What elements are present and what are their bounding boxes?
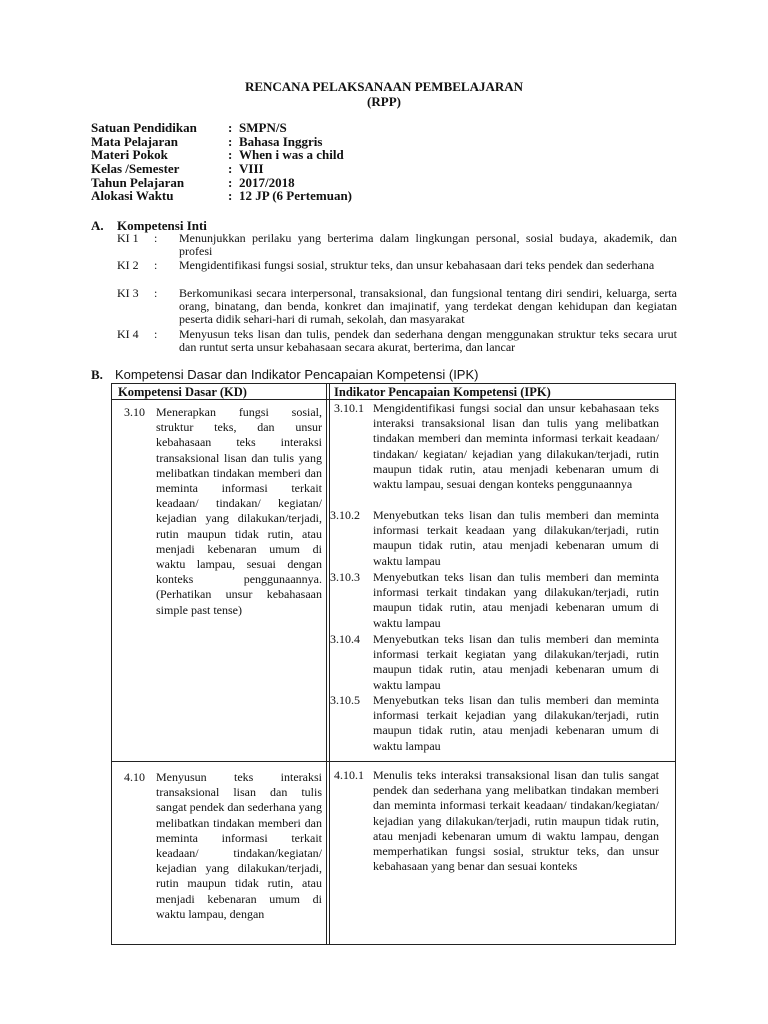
identity-label: Materi Pokok [91, 147, 168, 162]
ki-code: KI 1 [117, 231, 139, 245]
ipk-number: 3.10.3 [330, 570, 360, 584]
identity-label: Mata Pelajaran [91, 134, 179, 149]
ki-colon: : [154, 258, 158, 272]
identity-label: Kelas /Semester [91, 161, 180, 176]
identity-colon: : [228, 188, 233, 203]
section-a-letter: A. [91, 218, 104, 233]
ki-colon: : [154, 231, 158, 245]
ki-text: Menyusun teks lisan dan tulis, pendek dan sederhana dengan menggunakan struktur teks secara urut dan runtut serta unsur kebahasaan secara akurat, berterima, dan lancar [179, 327, 677, 354]
kd-text: Menerapkan fungsi sosial, struktur teks, dan unsur kebahasaan teks interaksi transaksional lisan dan tulis yang melibatkan tindakan memberi dan meminta informasi terkait keadaan/ tindakan/ kegiatan/ kejadian yang dilakukan/terjadi, rutin maupun tidak rutin, atau menjadi kebenaran umum di waktu lampau, sesuai dengan konteks penggunaannya. (Perhatikan unsur kebahasaan simple past tense) [156, 405, 322, 617]
ipk-text: Menyebutkan teks lisan dan tulis memberi dan meminta informasi terkait keadaan yang dilakukan/terjadi, rutin maupun tidak rutin, atau menjadi kebenaran umum di waktu lampau [373, 508, 659, 568]
table-row-divider [112, 761, 675, 762]
identity-label: Satuan Pendidikan [91, 120, 197, 135]
kd-text: Menyusun teks interaksi transaksional lisan dan tulis sangat pendek dan sederhana yang melibatkan tindakan memberi dan meminta informasi terkait keadaan/ tindakan/kegiatan/ kejadian yang dilakukan/terjadi, rutin maupun tidak rutin, atau menjadi kebenaran umum di waktu lampau, dengan [156, 770, 322, 921]
identity-colon: : [228, 147, 233, 162]
identity-colon: : [228, 161, 233, 176]
doc-subtitle: (RPP) [367, 94, 401, 109]
ipk-text: Mengidentifikasi fungsi social dan unsur kebahasaan teks interaksi transaksional lisan dan tulis yang melibatkan tindakan memberi dan meminta informasi terkait keadaan/ tindakan/ kegiatan/ kejadian yang dilakukan/terjadi, rutin maupun tidak rutin, atau menjadi kebenaran umum di waktu lampau, sesuai dengan konteks penggunaannya [373, 401, 659, 492]
kd-ipk-table [111, 383, 676, 945]
ki-code: KI 4 [117, 327, 139, 341]
column-header-kd: Kompetensi Dasar (KD) [118, 385, 247, 399]
ipk-number: 3.10.2 [330, 508, 360, 522]
identity-value: VIII [239, 161, 264, 176]
ki-text: Menunjukkan perilaku yang berterima dalam lingkungan personal, sosial budaya, akademik, dan profesi [179, 231, 677, 258]
ki-code: KI 3 [117, 286, 139, 300]
ki-text: Mengidentifikasi fungsi sosial, struktur teks, dan unsur kebahasaan dari teks pendek dan sederhana [179, 258, 655, 272]
identity-value: 2017/2018 [239, 175, 295, 190]
ipk-number: 4.10.1 [334, 768, 364, 782]
section-b-heading [91, 367, 478, 383]
identity-label: Tahun Pelajaran [91, 175, 185, 190]
ipk-text: Menulis teks interaksi transaksional lisan dan tulis sangat pendek dan sederhana yang melibatkan tindakan memberi dan meminta informasi terkait keadaan/ tindakan/kegiatan/ kejadian yang dilakukan/terjadi, rutin maupun tidak rutin, atau menjadi kebenaran umum di waktu lampau, dengan memperhatikan fungsi sosial, struktur teks, dan unsur kebahasaan yang benar dan sesuai konteks [373, 768, 659, 874]
ipk-text: Menyebutkan teks lisan dan tulis memberi dan meminta informasi terkait kejadian yang dilakukan/terjadi, rutin maupun tidak rutin, atau menjadi kebenaran umum di waktu lampau [373, 693, 659, 753]
identity-value: 12 JP (6 Pertemuan) [239, 188, 353, 203]
ipk-number: 3.10.1 [334, 401, 364, 415]
table-divider [326, 384, 327, 944]
ki-colon: : [154, 286, 158, 300]
identity-colon: : [228, 120, 233, 135]
ipk-text: Menyebutkan teks lisan dan tulis memberi dan meminta informasi terkait tindakan yang dilakukan/terjadi, rutin maupun tidak rutin, atau menjadi kebenaran umum di waktu lampau [373, 570, 659, 630]
identity-colon: : [228, 175, 233, 190]
identity-value: SMPN/S [239, 120, 287, 135]
identity-label: Alokasi Waktu [91, 188, 174, 203]
doc-title: RENCANA PELAKSANAAN PEMBELAJARAN [244, 79, 524, 94]
ki-text: Berkomunikasi secara interpersonal, transaksional, dan fungsional tentang diri sendiri, keluarga, serta orang, binatang, dan benda, konkret dan imajinatif, yang terdekat dengan kehidupan dan kegiatan peserta didik sehari-hari di rumah, sekolah, dan masyarakat [179, 286, 677, 326]
identity-value: Bahasa Inggris [239, 134, 323, 149]
column-header-ipk: Indikator Pencapaian Kompetensi (IPK) [334, 385, 551, 399]
identity-colon: : [228, 134, 233, 149]
identity-value: When i was a child [239, 147, 344, 162]
section-b-title: Kompetensi Dasar dan Indikator Pencapaian Kompetensi (IPK) [115, 367, 479, 382]
section-b-letter: B. [91, 367, 103, 382]
kd-number: 3.10 [124, 405, 145, 419]
ipk-number: 3.10.5 [330, 693, 360, 707]
kd-number: 4.10 [124, 770, 145, 784]
ipk-number: 3.10.4 [330, 632, 360, 646]
ipk-text: Menyebutkan teks lisan dan tulis memberi dan meminta informasi terkait kegiatan yang dilakukan/terjadi, rutin maupun tidak rutin, atau menjadi kebenaran umum di waktu lampau [373, 632, 659, 692]
table-divider [329, 384, 330, 944]
ki-code: KI 2 [117, 258, 139, 272]
ki-colon: : [154, 327, 158, 341]
section-a-title: Kompetensi Inti [117, 218, 207, 233]
